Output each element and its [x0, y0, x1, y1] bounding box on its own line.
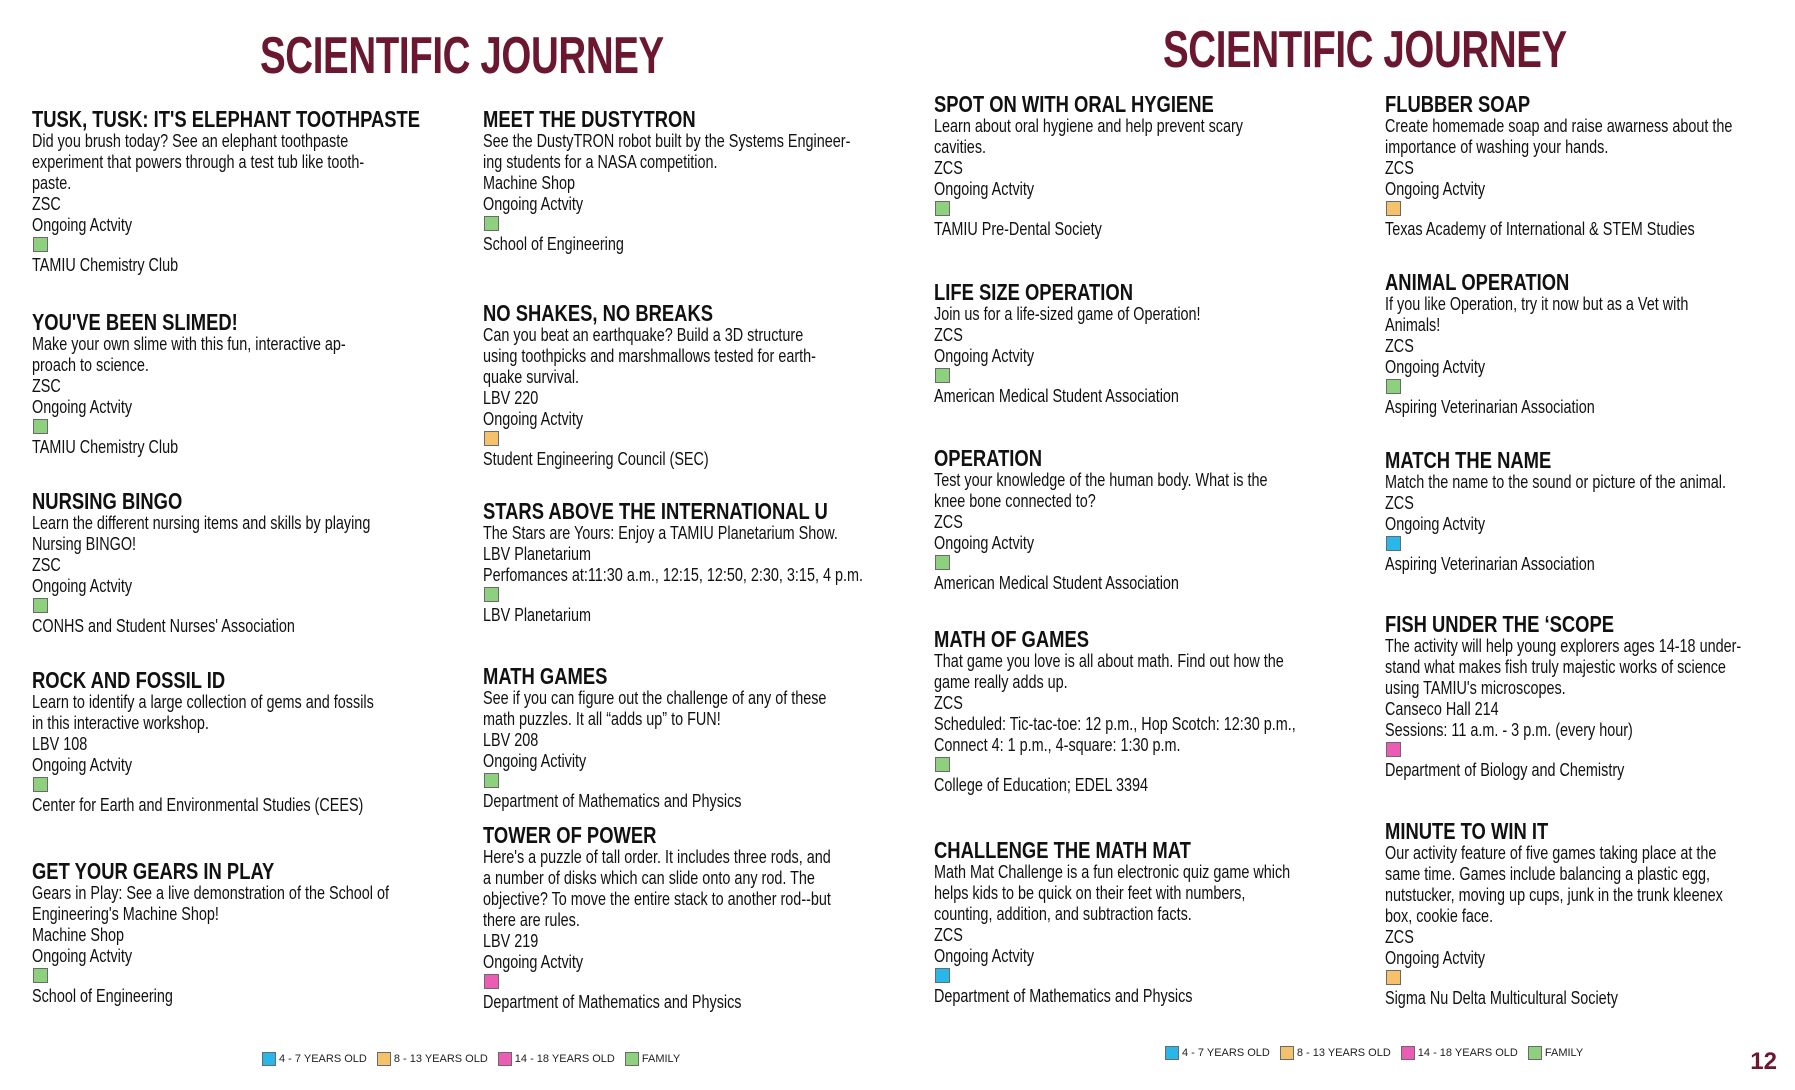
event-time: Scheduled: Tic-tac-toe: 12 p.m., Hop Scotch: 12:30 p.m., — [934, 714, 1296, 734]
event-card — [934, 838, 1379, 1007]
event-description: box, cookie face. — [1385, 906, 1494, 926]
event-host: Department of Mathematics and Physics — [483, 791, 742, 811]
event-card — [483, 499, 958, 626]
event-card — [1385, 92, 1795, 240]
event-location: LBV Planetarium — [483, 544, 592, 564]
legend-item — [377, 1052, 488, 1066]
event-title: ANIMAL OPERATION — [1385, 269, 1570, 295]
event-description: importance of washing your hands. — [1385, 137, 1609, 157]
event-card — [483, 823, 918, 1013]
event-description: a number of disks which can slide onto any rod. The — [483, 868, 815, 888]
event-description: using TAMIU's microscopes. — [1385, 678, 1566, 698]
event-description: paste. — [32, 173, 72, 193]
event-description: Animals! — [1385, 315, 1441, 335]
event-host: CONHS and Student Nurses' Association — [32, 616, 295, 636]
event-location: Canseco Hall 214 — [1385, 699, 1499, 719]
legend-swatch — [625, 1052, 639, 1066]
event-time: Ongoing Actvity — [483, 194, 584, 214]
event-time: Ongoing Actvity — [1385, 514, 1486, 534]
age-group-swatch — [1386, 970, 1401, 985]
age-group-swatch — [484, 587, 499, 602]
event-description: game really adds up. — [934, 672, 1068, 692]
event-location: Machine Shop — [32, 925, 125, 945]
event-card — [1385, 270, 1764, 418]
age-group-swatch — [33, 598, 48, 613]
legend-label: 4 - 7 YEARS OLD — [279, 1053, 367, 1065]
event-card — [483, 664, 912, 812]
event-description: Our activity feature of five games taking place at the — [1385, 843, 1717, 863]
legend-item — [1280, 1046, 1391, 1060]
event-host: Center for Earth and Environmental Studies (CEES) — [32, 795, 364, 815]
event-host: Student Engineering Council (SEC) — [483, 449, 709, 469]
event-host: American Medical Student Association — [934, 573, 1179, 593]
event-time: Ongoing Actvity — [1385, 357, 1486, 377]
event-time: Ongoing Actvity — [934, 179, 1035, 199]
age-legend-left — [262, 1052, 680, 1066]
event-host: Department of Mathematics and Physics — [934, 986, 1193, 1006]
legend-swatch — [1280, 1046, 1294, 1060]
event-description: Did you brush today? See an elephant toothpaste — [32, 131, 349, 151]
age-group-swatch — [484, 974, 499, 989]
event-host: College of Education; EDEL 3394 — [934, 775, 1149, 795]
age-group-swatch — [935, 201, 950, 216]
event-location: LBV 219 — [483, 931, 539, 951]
age-group-swatch — [484, 773, 499, 788]
event-description: in this interactive workshop. — [32, 713, 209, 733]
event-description: Create homemade soap and raise awarness about the — [1385, 116, 1733, 136]
event-location: ZSC — [32, 194, 61, 214]
event-title: MATCH THE NAME — [1385, 447, 1552, 473]
event-host: LBV Planetarium — [483, 605, 592, 625]
legend-swatch — [1528, 1046, 1542, 1060]
legend-swatch — [498, 1052, 512, 1066]
event-location: LBV 220 — [483, 388, 539, 408]
legend-swatch — [1165, 1046, 1179, 1060]
event-title: LIFE SIZE OPERATION — [934, 279, 1134, 305]
event-card — [934, 627, 1386, 796]
legend-item — [1528, 1046, 1583, 1060]
event-title: NO SHAKES, NO BREAKS — [483, 300, 714, 326]
event-description: helps kids to be quick on their feet with numbers, — [934, 883, 1246, 903]
event-location: ZCS — [934, 325, 963, 345]
legend-label: FAMILY — [1544, 1047, 1584, 1059]
event-host: Department of Mathematics and Physics — [483, 992, 742, 1012]
event-location: ZSC — [32, 376, 61, 396]
page-title-right: SCIENTIFIC JOURNEY — [1163, 21, 1567, 79]
age-group-swatch — [33, 419, 48, 434]
event-description: nutstucker, moving up cups, junk in the trunk kleenex — [1385, 885, 1723, 905]
event-location: ZCS — [934, 925, 963, 945]
legend-item — [625, 1052, 680, 1066]
event-title: MINUTE TO WIN IT — [1385, 818, 1549, 844]
age-group-swatch — [1386, 536, 1401, 551]
event-time: Ongoing Actvity — [483, 409, 584, 429]
event-time: Ongoing Actvity — [483, 952, 584, 972]
event-title: GET YOUR GEARS IN PLAY — [32, 858, 275, 884]
event-card — [483, 107, 942, 255]
event-title: STARS ABOVE THE INTERNATIONAL U — [483, 498, 828, 524]
event-description: See the DustyTRON robot built by the Systems Engineer- — [483, 131, 851, 151]
event-card — [934, 280, 1267, 407]
event-description: That game you love is all about math. Find out how the — [934, 651, 1284, 671]
legend-label: 8 - 13 YEARS OLD — [1296, 1047, 1391, 1059]
age-group-swatch — [935, 368, 950, 383]
age-group-swatch — [484, 431, 499, 446]
page-number: 12 — [1750, 1048, 1777, 1075]
event-host: TAMIU Pre-Dental Society — [934, 219, 1102, 239]
legend-item — [498, 1052, 615, 1066]
page-title-left: SCIENTIFIC JOURNEY — [260, 27, 664, 85]
age-group-swatch — [935, 968, 950, 983]
legend-label: 14 - 18 YEARS OLD — [514, 1053, 615, 1065]
event-time: Ongoing Actvity — [934, 346, 1035, 366]
age-group-swatch — [484, 216, 499, 231]
age-group-swatch — [33, 777, 48, 792]
event-description: counting, addition, and subtraction facts. — [934, 904, 1192, 924]
event-description: objective? To move the entire stack to another rod--but — [483, 889, 831, 909]
event-time: Sessions: 11 a.m. - 3 p.m. (every hour) — [1385, 720, 1633, 740]
event-time: Perfomances at:11:30 a.m., 12:15, 12:50, 2:30, 3:15, 4 p.m. — [483, 565, 863, 585]
age-group-swatch — [33, 968, 48, 983]
event-time: Connect 4: 1 p.m., 4-square: 1:30 p.m. — [934, 735, 1181, 755]
event-host: School of Engineering — [32, 986, 173, 1006]
legend-item — [1165, 1046, 1270, 1060]
legend-label: 14 - 18 YEARS OLD — [1417, 1047, 1518, 1059]
event-title: ROCK AND FOSSIL ID — [32, 667, 226, 693]
event-description: knee bone connected to? — [934, 491, 1096, 511]
event-description: proach to science. — [32, 355, 149, 375]
age-group-swatch — [1386, 201, 1401, 216]
event-location: LBV 108 — [32, 734, 88, 754]
event-card — [32, 107, 517, 276]
legend-label: FAMILY — [641, 1053, 681, 1065]
event-card — [32, 489, 455, 637]
event-location: Machine Shop — [483, 173, 576, 193]
event-host: TAMIU Chemistry Club — [32, 437, 179, 457]
event-time: Ongoing Actvity — [32, 946, 133, 966]
event-card — [934, 446, 1351, 594]
age-group-swatch — [935, 757, 950, 772]
event-host: Sigma Nu Delta Multicultural Society — [1385, 988, 1618, 1008]
age-group-swatch — [33, 237, 48, 252]
event-card — [1385, 819, 1795, 1009]
event-host: School of Engineering — [483, 234, 624, 254]
event-description: See if you can figure out the challenge of any of these — [483, 688, 827, 708]
legend-swatch — [262, 1052, 276, 1066]
legend-label: 8 - 13 YEARS OLD — [393, 1053, 488, 1065]
event-description: ing students for a NASA competition. — [483, 152, 718, 172]
event-title: MATH GAMES — [483, 663, 608, 689]
event-host: Texas Academy of International & STEM Studies — [1385, 219, 1695, 239]
event-card — [934, 92, 1320, 240]
legend-swatch — [377, 1052, 391, 1066]
event-host: Aspiring Veterinarian Association — [1385, 554, 1595, 574]
event-location: ZCS — [1385, 927, 1414, 947]
event-description: Here's a puzzle of tall order. It includes three rods, and — [483, 847, 831, 867]
event-host: Aspiring Veterinarian Association — [1385, 397, 1595, 417]
event-card — [483, 301, 899, 470]
event-title: OPERATION — [934, 445, 1043, 471]
event-location: ZCS — [1385, 158, 1414, 178]
event-description: Match the name to the sound or picture of the animal. — [1385, 472, 1726, 492]
event-time: Ongoing Actvity — [934, 533, 1035, 553]
event-description: using toothpicks and marshmallows tested for earth- — [483, 346, 816, 366]
legend-item — [1401, 1046, 1518, 1060]
event-title: YOU'VE BEEN SLIMED! — [32, 309, 238, 335]
event-title: MEET THE DUSTYTRON — [483, 106, 696, 132]
event-card — [32, 310, 424, 458]
event-description: math puzzles. It all “adds up” to FUN! — [483, 709, 721, 729]
event-description: cavities. — [934, 137, 987, 157]
event-description: Learn about oral hygiene and help prevent scary — [934, 116, 1244, 136]
age-group-swatch — [935, 555, 950, 570]
event-time: Ongoing Activity — [483, 751, 587, 771]
event-description: Can you beat an earthquake? Build a 3D structure — [483, 325, 804, 345]
legend-label: 4 - 7 YEARS OLD — [1182, 1047, 1270, 1059]
legend-item — [262, 1052, 367, 1066]
event-description: there are rules. — [483, 910, 580, 930]
age-group-swatch — [1386, 742, 1401, 757]
event-title: MATH OF GAMES — [934, 626, 1090, 652]
event-location: ZCS — [1385, 336, 1414, 356]
event-description: The activity will help young explorers ages 14-18 under- — [1385, 636, 1742, 656]
event-title: FLUBBER SOAP — [1385, 91, 1531, 117]
event-title: CHALLENGE THE MATH MAT — [934, 837, 1191, 863]
event-title: TUSK, TUSK: IT'S ELEPHANT TOOTHPASTE — [32, 106, 421, 132]
event-description: Learn the different nursing items and skills by playing — [32, 513, 371, 533]
event-location: ZCS — [934, 512, 963, 532]
event-description: Nursing BINGO! — [32, 534, 137, 554]
event-description: quake survival. — [483, 367, 580, 387]
event-location: ZSC — [32, 555, 61, 575]
event-host: American Medical Student Association — [934, 386, 1179, 406]
event-time: Ongoing Actvity — [1385, 179, 1486, 199]
event-description: Make your own slime with this fun, interactive ap- — [32, 334, 346, 354]
event-title: NURSING BINGO — [32, 488, 183, 514]
event-card — [1385, 612, 1795, 781]
event-title: SPOT ON WITH ORAL HYGIENE — [934, 91, 1214, 117]
event-card — [32, 668, 459, 816]
event-description: Gears in Play: See a live demonstration of the School of — [32, 883, 389, 903]
age-legend-right — [1165, 1046, 1583, 1060]
event-description: Engineering's Machine Shop! — [32, 904, 219, 924]
event-card — [32, 859, 478, 1007]
legend-swatch — [1401, 1046, 1415, 1060]
age-group-swatch — [1386, 379, 1401, 394]
event-time: Ongoing Actvity — [32, 755, 133, 775]
event-description: Learn to identify a large collection of gems and fossils — [32, 692, 374, 712]
event-description: same time. Games include balancing a plastic egg, — [1385, 864, 1710, 884]
event-time: Ongoing Actvity — [32, 397, 133, 417]
event-description: The Stars are Yours: Enjoy a TAMIU Planetarium Show. — [483, 523, 838, 543]
event-time: Ongoing Actvity — [1385, 948, 1486, 968]
event-description: Test your knowledge of the human body. What is the — [934, 470, 1268, 490]
event-title: FISH UNDER THE ‘SCOPE — [1385, 611, 1615, 637]
event-description: Math Mat Challenge is a fun electronic quiz game which — [934, 862, 1291, 882]
event-description: stand what makes fish truly majestic works of science — [1385, 657, 1726, 677]
event-card — [1385, 448, 1795, 575]
event-host: TAMIU Chemistry Club — [32, 255, 179, 275]
event-description: experiment that powers through a test tub like tooth- — [32, 152, 365, 172]
event-location: ZCS — [934, 693, 963, 713]
event-location: LBV 208 — [483, 730, 539, 750]
event-time: Ongoing Actvity — [32, 215, 133, 235]
event-location: ZCS — [1385, 493, 1414, 513]
event-description: If you like Operation, try it now but as a Vet with — [1385, 294, 1689, 314]
event-host: Department of Biology and Chemistry — [1385, 760, 1625, 780]
event-location: ZCS — [934, 158, 963, 178]
event-time: Ongoing Actvity — [934, 946, 1035, 966]
event-title: TOWER OF POWER — [483, 822, 657, 848]
event-time: Ongoing Actvity — [32, 576, 133, 596]
event-description: Join us for a life-sized game of Operation! — [934, 304, 1201, 324]
